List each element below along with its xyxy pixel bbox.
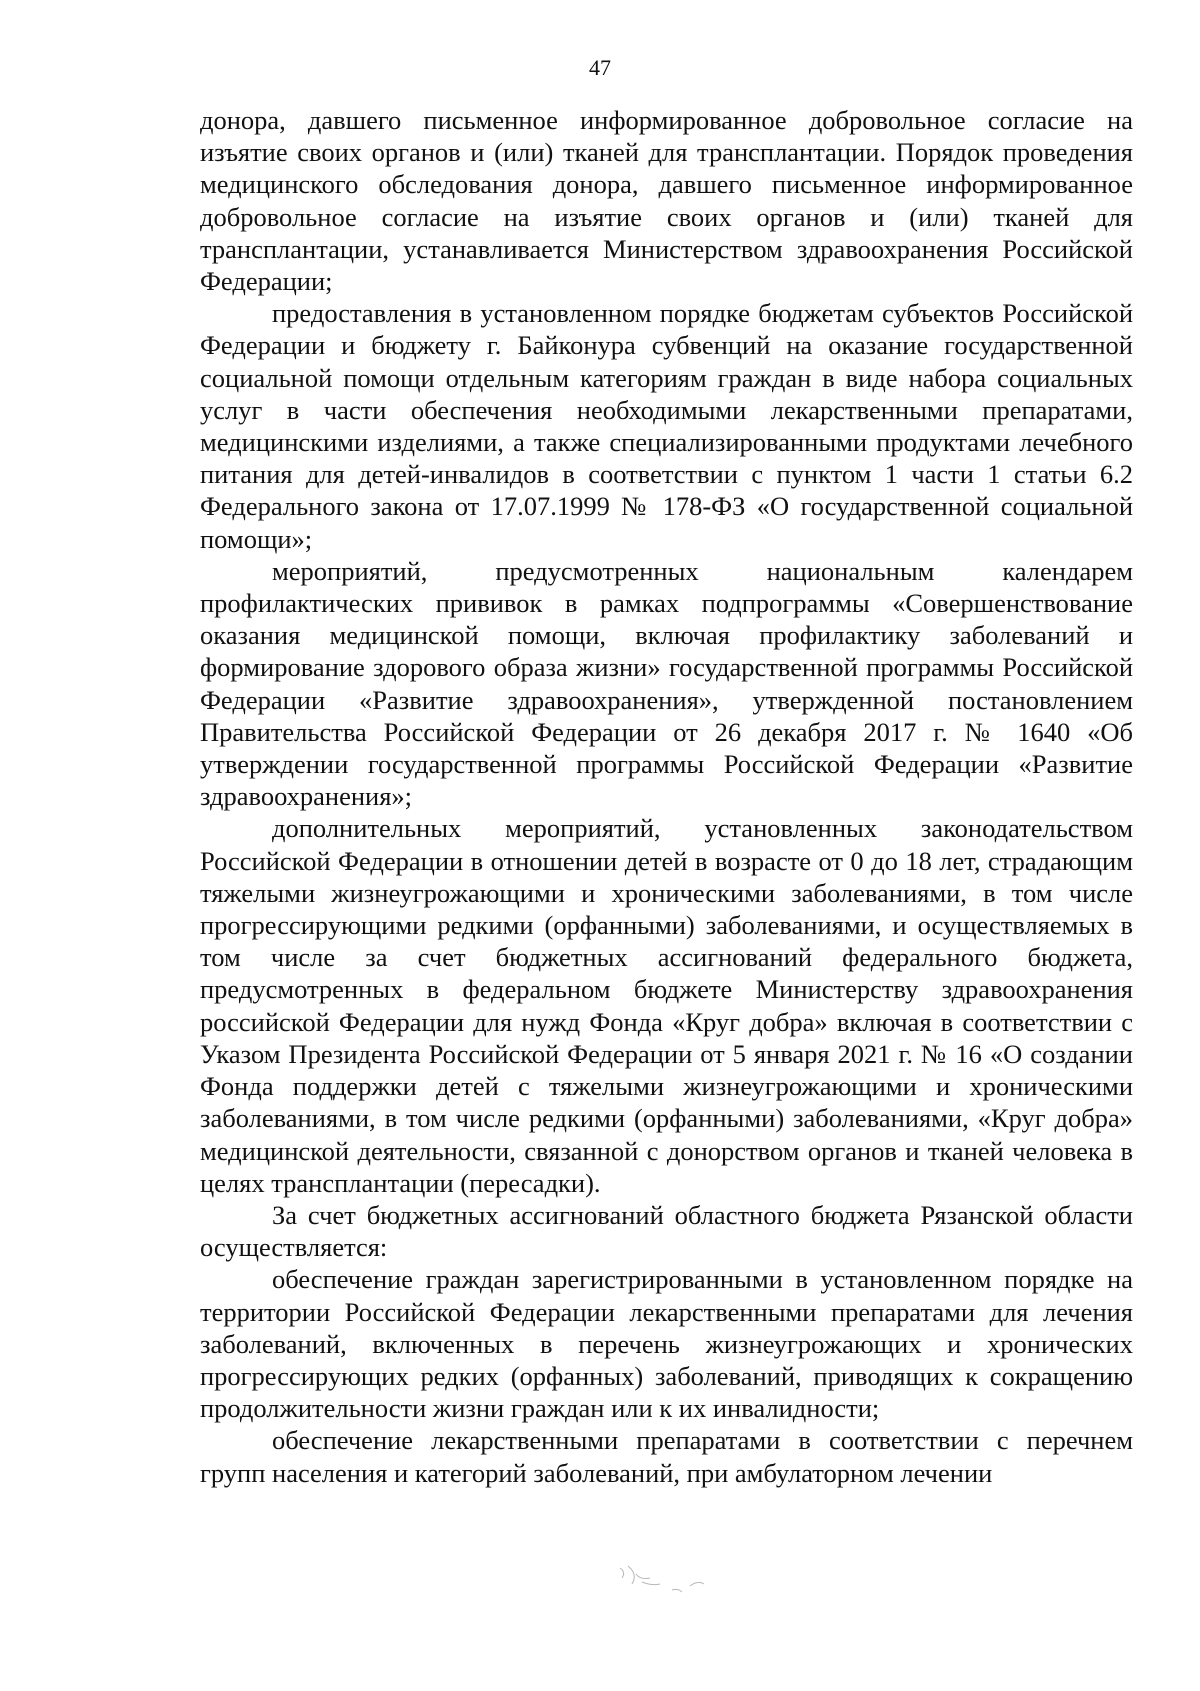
paragraph-donor-continuation: донора, давшего письменное информированное добровольное согласие на изъятие своих органов и (или) тканей для трансплантации. Порядок проведения медицинского обследования донора, давшего письменное информированное добровольное согласие на изъятие своих органов и (или) тканей для трансплантации, устанавливается Министерством здравоохранения Российской Федерации; xyxy=(200,105,1133,297)
paragraph-regional-budget: За счет бюджетных ассигнований областного бюджета Рязанской области осуществляется: xyxy=(200,1199,1133,1263)
paragraph-additional-measures: дополнительных мероприятий, установленных законодательством Российской Федерации в отношении детей в возрасте от 0 до 18 лет, страдающим тяжелыми жизнеугрожающими и хроническими заболеваниями, в том числе прогрессирующими редкими (орфанными) заболеваниями, и осуществляемых в том числе за счет бюджетных ассигнований федерального бюджета, предусмотренных в федеральном бюджете Министерству здравоохранения российской Федерации для нужд Фонда «Круг добра» включая в соответствии с Указом Президента Российской Федерации от 5 января 2021 г. № 16 «О создании Фонда поддержки детей с тяжелыми жизнеугрожающими и хроническими заболеваниями, в том числе редкими (орфанными) заболеваниями, «Круг добра» медицинской деятельности, связанной с донорством органов и тканей человека в целях трансплантации (пересадки). xyxy=(200,813,1133,1198)
paragraph-vaccination-calendar: мероприятий, предусмотренных национальным календарем профилактических прививок в рамках подпрограммы «Совершенствование оказания медицинской помощи, включая профилактику заболеваний и формирование здорового образа жизни» государственной программы Российской Федерации «Развитие здравоохранения», утвержденной постановлением Правительства Российской Федерации от 26 декабря 2017 г. № 1640 «Об утверждении государственной программы Российской Федерации «Развитие здравоохранения»; xyxy=(200,555,1133,812)
page-number: 47 xyxy=(589,55,611,80)
paragraph-subventions: предоставления в установленном порядке бюджетам субъектов Российской Федерации и бюджету г. Байконура субвенций на оказание государственной социальной помощи отдельным категориям граждан в виде набора социальных услуг в части обеспечения необходимыми лекарственными препаратами, медицинскими изделиями, а также специализированными продуктами лечебного питания для детей-инвалидов в соответствии с пунктом 1 части 1 статьи 6.2 Федерального закона от 17.07.1999 № 178-ФЗ «О государственной социальной помощи»; xyxy=(200,298,1133,554)
document-body xyxy=(200,104,1133,1489)
paragraph-outpatient-drugs: обеспечение лекарственными препаратами в соответствии с перечнем групп населения и категорий заболеваний, при амбулаторном лечении xyxy=(200,1425,1133,1488)
scan-smudge-mark xyxy=(612,1562,732,1602)
paragraph-orphan-drugs: обеспечение граждан зарегистрированными в установленном порядке на территории Российской Федерации лекарственными препаратами для лечения заболеваний, включенных в перечень жизнеугрожающих и хронических прогрессирующих редких (орфанных) заболеваний, приводящих к сокращению продолжительности жизни граждан или к их инвалидности; xyxy=(200,1264,1133,1424)
